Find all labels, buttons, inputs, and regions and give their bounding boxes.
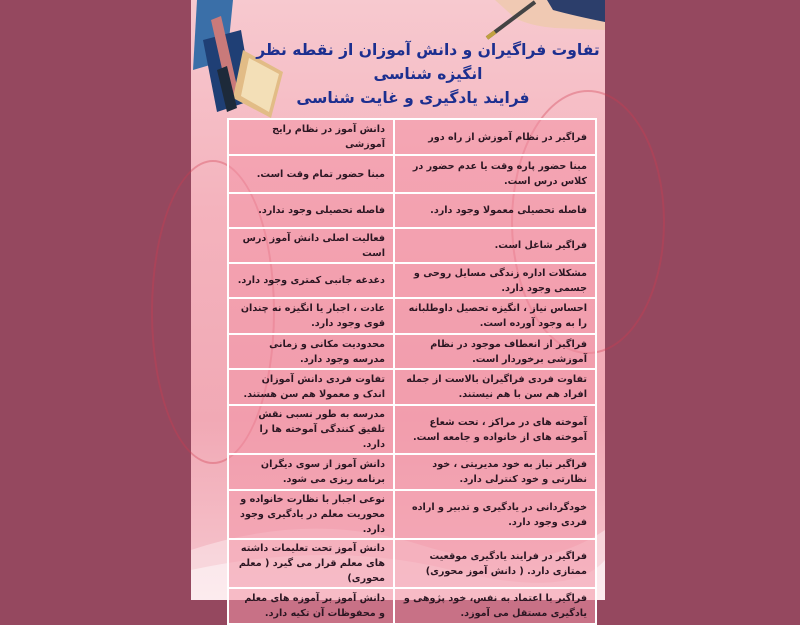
- page-title: [191, 38, 605, 110]
- table-row: [228, 369, 596, 405]
- table-cell-distance-learner: مشکلات اداره زندگی مسایل روحی و جسمی وجود دارد.: [394, 263, 596, 298]
- table-row: [228, 588, 596, 624]
- table-cell-distance-learner: آموخته های در مراکز ، تحت شعاع آموخته های از خانواده و جامعه است.: [394, 405, 596, 454]
- table-cell-regular-student: عادت ، اجبار یا انگیزه نه چندان قوی وجود دارد.: [228, 298, 394, 334]
- table-cell-distance-learner: تفاوت فردی فراگیران بالاست از جمله افراد هم سن با هم نیستند.: [394, 369, 596, 405]
- table-cell-regular-student: محدودیت مکانی و زمانی مدرسه وجود دارد.: [228, 334, 394, 369]
- table-cell-regular-student: دانش آموز از سوی دیگران برنامه ریزی می شود.: [228, 454, 394, 490]
- table-row: [228, 405, 596, 454]
- table-cell-regular-student: دانش آموز بر آموزه های معلم و محفوظات آن تکیه دارد.: [228, 588, 394, 624]
- table-row: [228, 155, 596, 193]
- comparison-table: [227, 118, 597, 625]
- table-row: [228, 119, 596, 155]
- table-row: [228, 263, 596, 298]
- poster: [191, 0, 605, 619]
- table-row: [228, 334, 596, 369]
- table-cell-distance-learner: مبنا حضور پاره وقت یا عدم حضور در کلاس درس است.: [394, 155, 596, 193]
- table-cell-distance-learner: فراگیر در نظام آموزش از راه دور: [394, 119, 596, 155]
- table-cell-distance-learner: فراگیر نیاز به خود مدیریتی ، خود نظارتی و خود کنترلی دارد.: [394, 454, 596, 490]
- table-cell-distance-learner: فاصله تحصیلی معمولا وجود دارد.: [394, 193, 596, 228]
- table-cell-distance-learner: فراگیر با اعتماد به نفس، خود پژوهی و یادگیری مستقل می آموزد.: [394, 588, 596, 624]
- table-cell-regular-student: نوعی اجبار با نظارت خانواده و محوریت معلم در یادگیری وجود دارد.: [228, 490, 394, 539]
- table-cell-regular-student: فعالیت اصلی دانش آموز درس است: [228, 228, 394, 263]
- table-cell-regular-student: فاصله تحصیلی وجود ندارد.: [228, 193, 394, 228]
- table-row: [228, 193, 596, 228]
- title-line-1: تفاوت فراگیران و دانش آموزان از نقطه نظر انگیزه شناسی: [256, 41, 600, 83]
- table-cell-regular-student: دانش آموز تحت تعلیمات داشته های معلم قرار می گیرد ( معلم محوری): [228, 539, 394, 588]
- table-cell-regular-student: مدرسه به طور نسبی نقش تلفیق کنندگی آموخته ها را دارد.: [228, 405, 394, 454]
- table-cell-distance-learner: فراگیر از انعطاف موجود در نظام آموزشی برخوردار است.: [394, 334, 596, 369]
- table-cell-distance-learner: فراگیر در فرایند یادگیری موقعیت ممتازی دارد. ( دانش آموز محوری): [394, 539, 596, 588]
- hand-with-pen-image: [435, 0, 605, 40]
- table-cell-distance-learner: فراگیر شاغل است.: [394, 228, 596, 263]
- title-line-2: فرایند یادگیری و غایت شناسی: [296, 89, 530, 107]
- table-cell-regular-student: دغدغه جانبی کمتری وجود دارد.: [228, 263, 394, 298]
- table-cell-distance-learner: خودگردانی در یادگیری و تدبیر و اراده فردی وجود دارد.: [394, 490, 596, 539]
- table-cell-regular-student: مبنا حضور تمام وقت است.: [228, 155, 394, 193]
- table-cell-regular-student: تفاوت فردی دانش آموزان اندک و معمولا هم سن هستند.: [228, 369, 394, 405]
- table-cell-regular-student: دانش آموز در نظام رایج آموزشی: [228, 119, 394, 155]
- table-row: [228, 298, 596, 334]
- table-row: [228, 228, 596, 263]
- table-row: [228, 490, 596, 539]
- table-cell-distance-learner: احساس نیاز ، انگیزه تحصیل داوطلبانه را به وجود آورده است.: [394, 298, 596, 334]
- table-row: [228, 539, 596, 588]
- table-row: [228, 454, 596, 490]
